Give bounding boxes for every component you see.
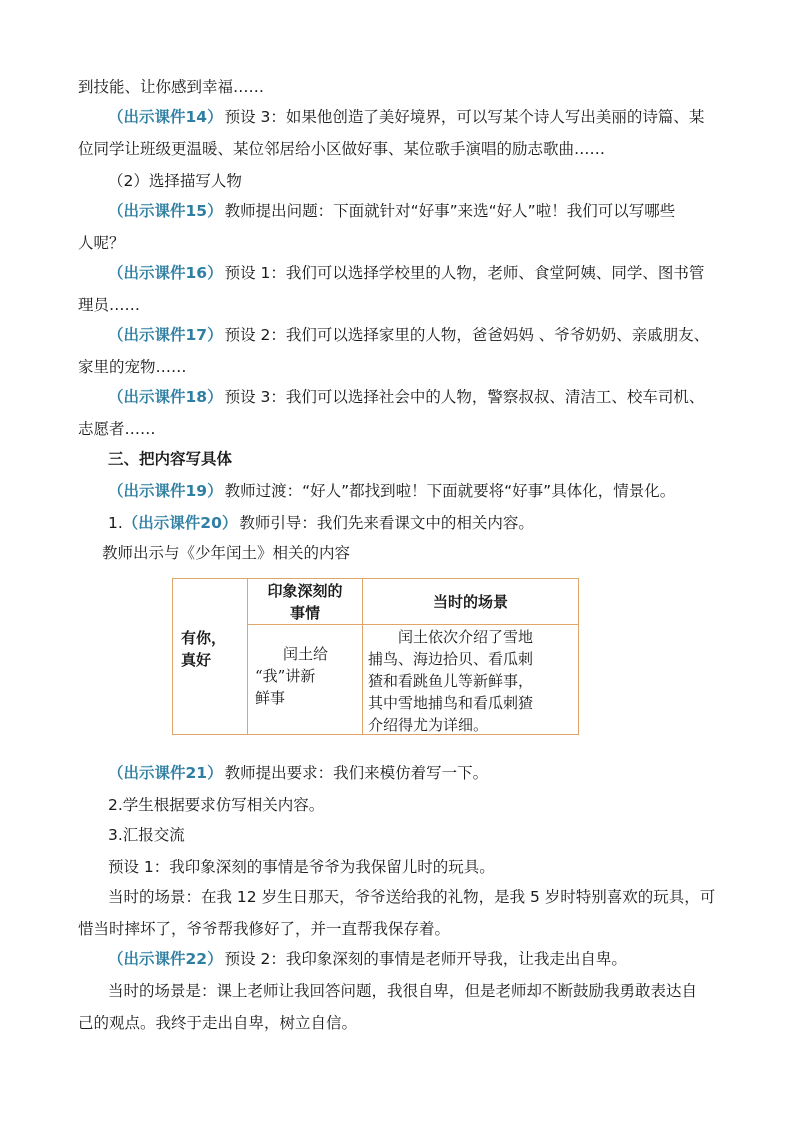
paragraph-line: （出示课件17） 预设 2：我们可以选择家里的人物，爸爸妈妈 、爷爷奶奶、亲戚朋友、 xyxy=(108,326,710,344)
courseware-tag: （出示课件20） xyxy=(122,514,238,532)
paragraph-line: 己的观点。我终于走出自卑，树立自信。 xyxy=(78,1014,358,1032)
table-row-label: 有你， 真好 xyxy=(181,629,227,669)
table-cell-event: 闰土给 “我”讲新 鲜事 xyxy=(255,645,329,707)
paragraph-line: 惜当时摔坏了，爷爷帮我修好了，并一直帮我保存着。 xyxy=(78,920,451,938)
table-header-event: 印象深刻的 事情 xyxy=(267,582,343,622)
paragraph-line: （出示课件14） 预设 3：如果他创造了美好境界，可以写某个诗人写出美丽的诗篇、某 xyxy=(108,108,705,126)
paragraph-line: 志愿者…… xyxy=(78,420,156,438)
content-table xyxy=(172,578,579,735)
section-subheading: （2）选择描写人物 xyxy=(108,172,242,190)
courseware-tag: （出示课件21） xyxy=(108,764,223,782)
paragraph-line: 教师出示与《少年闰土》相关的内容 xyxy=(102,544,351,562)
paragraph-line: 理员…… xyxy=(78,296,141,314)
courseware-tag: （出示课件19） xyxy=(108,482,223,500)
paragraph-line: （出示课件19） 教师过渡：“好人”都找到啦！下面就要将“好事”具体化，情景化。 xyxy=(108,482,676,500)
table-header-scene: 当时的场景 xyxy=(432,593,508,611)
courseware-tag: （出示课件16） xyxy=(108,264,223,282)
paragraph-line: 位同学让班级更温暖、某位邻居给小区做好事、某位歌手演唱的励志歌曲…… xyxy=(78,140,606,158)
paragraph-line: （出示课件16） 预设 1：我们可以选择学校里的人物，老师、食堂阿姨、同学、图书管 xyxy=(108,264,705,282)
paragraph-line: （出示课件18） 预设 3：我们可以选择社会中的人物，警察叔叔、清洁工、校车司机、 xyxy=(108,388,705,406)
courseware-tag: （出示课件18） xyxy=(108,388,223,406)
paragraph-line: 1.（出示课件20） 教师引导：我们先来看课文中的相关内容。 xyxy=(108,514,534,532)
paragraph-line: 家里的宠物…… xyxy=(78,358,187,376)
courseware-tag: （出示课件22） xyxy=(108,950,223,968)
paragraph-line: 到技能、让你感到幸福…… xyxy=(78,78,265,96)
courseware-tag: （出示课件14） xyxy=(108,108,223,126)
table-cell-scene: 闰土依次介绍了雪地 捕鸟、海边拾贝、看瓜刺 猹和看跳鱼儿等新鲜事， 其中雪地捕鸟和看瓜刺猹 介绍得尤为详细。 xyxy=(368,628,534,734)
paragraph-line: 预设 1：我印象深刻的事情是爷爷为我保留儿时的玩具。 xyxy=(108,858,495,876)
paragraph-line: （出示课件22） 预设 2：我印象深刻的事情是老师开导我，让我走出自卑。 xyxy=(108,950,627,968)
courseware-tag: （出示课件17） xyxy=(108,326,223,344)
paragraph-line: 人呢？ xyxy=(78,234,125,252)
paragraph-line: 当时的场景是：课上老师让我回答问题，我很自卑，但是老师却不断鼓励我勇敢表达自 xyxy=(108,982,698,1000)
paragraph-line: 2.学生根据要求仿写相关内容。 xyxy=(108,796,325,814)
courseware-tag: （出示课件15） xyxy=(108,202,223,220)
paragraph-line: 当时的场景：在我 12 岁生日那天，爷爷送给我的礼物，是我 5 岁时特别喜欢的玩具，可 xyxy=(108,888,716,906)
paragraph-line: 3.汇报交流 xyxy=(108,826,185,844)
paragraph-line: （出示课件15） 教师提出问题：下面就针对“好事”来选“好人”啦！我们可以写哪些 xyxy=(108,202,676,220)
paragraph-line: （出示课件21） 教师提出要求：我们来模仿着写一下。 xyxy=(108,764,489,782)
section-heading: 三、把内容写具体 xyxy=(108,450,233,468)
